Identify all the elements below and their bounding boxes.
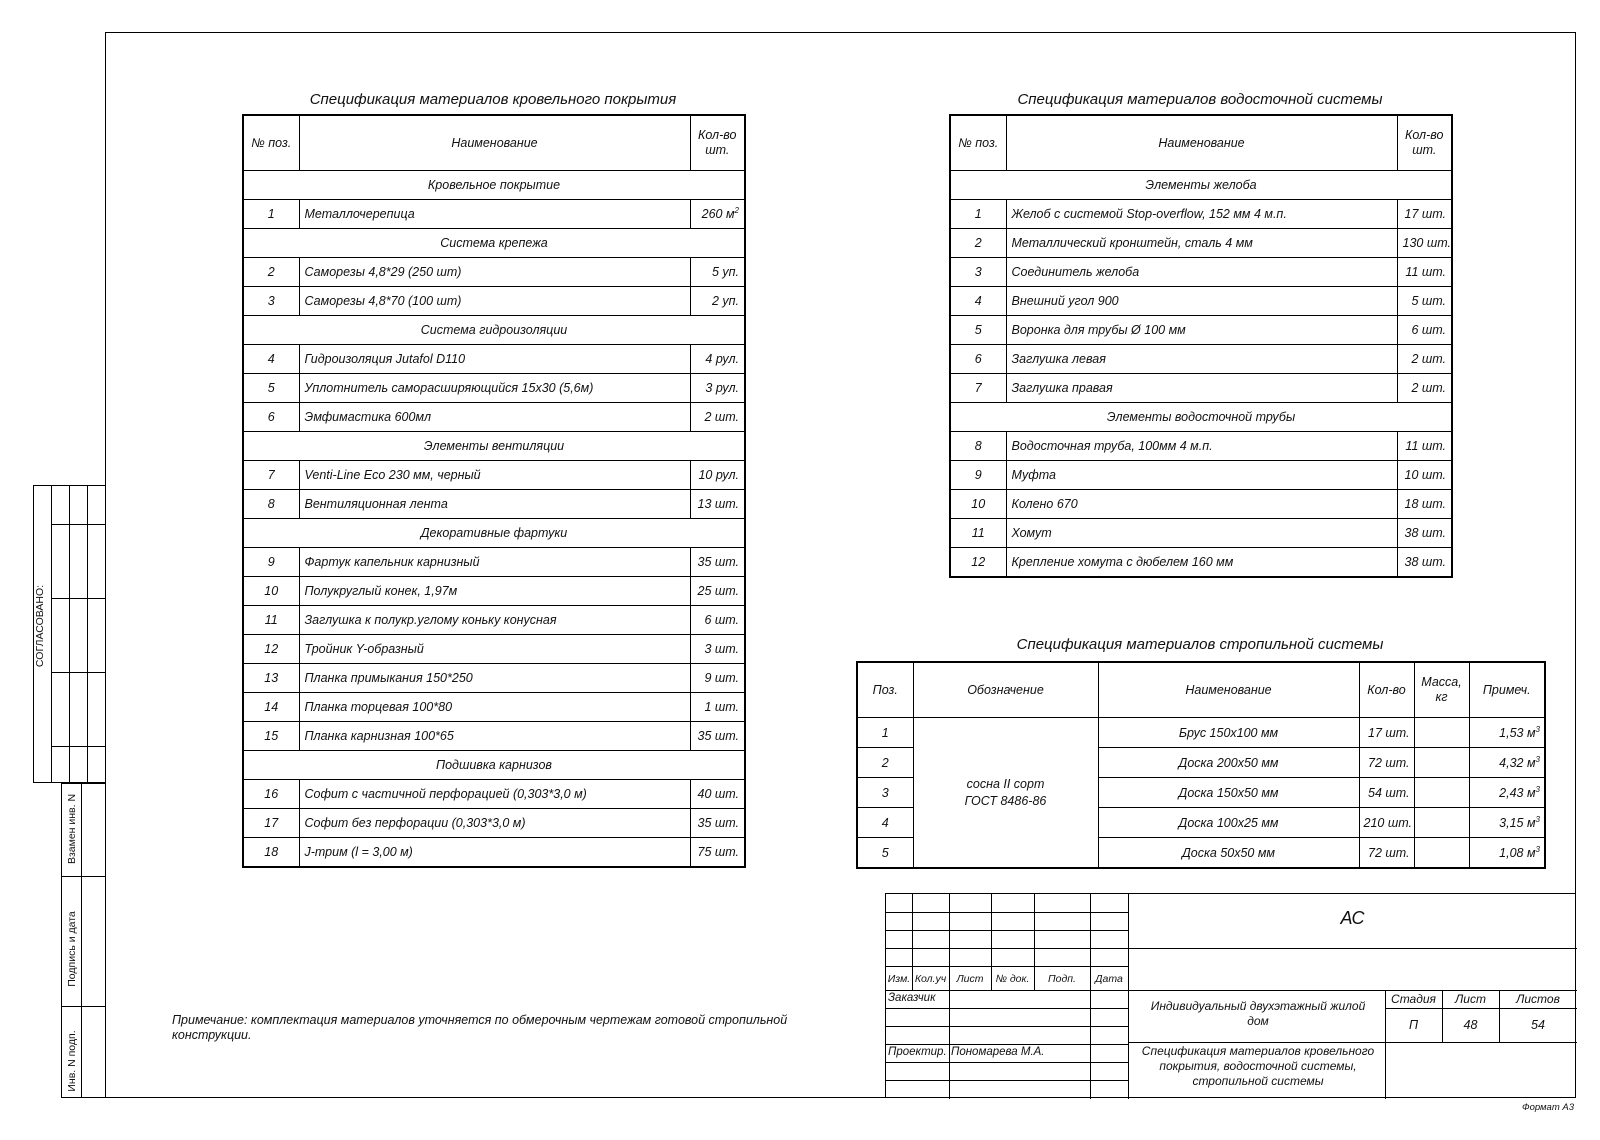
column-header: № поз. (950, 115, 1006, 171)
qty-value: 4 рул. (705, 352, 739, 366)
name-cell: Уплотнитель саморасширяющийся 15х30 (5,6м) (299, 374, 690, 403)
qty-value: 35 шт. (697, 729, 739, 743)
table-row (243, 577, 745, 606)
qty-value: 40 шт. (697, 787, 739, 801)
column-header: Наименование (1098, 662, 1359, 718)
qty-value: 6 шт. (1411, 323, 1446, 337)
table-header-row (950, 115, 1452, 171)
note-cell (1469, 718, 1545, 748)
name-cell: Крепление хомута с дюбелем 160 мм (1006, 548, 1397, 578)
qty-cell (1397, 287, 1452, 316)
mass-cell (1414, 838, 1469, 869)
format-label: Формат А3 (1522, 1102, 1574, 1113)
pos-cell: 1 (243, 200, 299, 229)
section-row (243, 519, 745, 548)
qty-value: 11 шт. (1405, 265, 1446, 279)
name-cell: Полукруглый конек, 1,97м (299, 577, 690, 606)
qty-cell (690, 345, 745, 374)
mass-cell (1414, 718, 1469, 748)
name-cell: Фартук капельник карнизный (299, 548, 690, 577)
qty-value: 3 шт. (704, 642, 739, 656)
qty-value: 25 шт. (697, 584, 739, 598)
unit-exponent: 2 (734, 206, 739, 216)
qty-cell (690, 461, 745, 490)
pos-cell: 12 (243, 635, 299, 664)
qty-cell (1397, 461, 1452, 490)
qty-cell (690, 258, 745, 287)
stamp-column-header: Подп. (1048, 973, 1076, 985)
name-cell: Доска 150х50 мм (1098, 778, 1359, 808)
column-header: Масса, кг (1414, 662, 1469, 718)
note-cell (1469, 808, 1545, 838)
name-cell: Планка торцевая 100*80 (299, 693, 690, 722)
sheet-value: 48 (1463, 1018, 1478, 1032)
section-title: Элементы желоба (950, 171, 1452, 200)
pos-cell: 10 (950, 490, 1006, 519)
name-cell: Колено 670 (1006, 490, 1397, 519)
qty-cell (1397, 316, 1452, 345)
section-title: Кровельное покрытие (243, 171, 745, 200)
rafter-spec-title: Спецификация материалов стропильной системы (1016, 636, 1384, 653)
name-cell: J-трим (l = 3,00 м) (299, 838, 690, 868)
qty-value: 17 шт. (1404, 207, 1446, 221)
table-row (950, 461, 1452, 490)
agreed-label: СОГЛАСОВАНО: (34, 584, 46, 668)
name-cell: Брус 150х100 мм (1098, 718, 1359, 748)
pos-cell: 9 (950, 461, 1006, 490)
qty-cell (690, 577, 745, 606)
pos-cell: 14 (243, 693, 299, 722)
mass-cell (1414, 748, 1469, 778)
unit-exponent: 3 (1535, 724, 1540, 734)
stage-label: Стадия (1391, 992, 1436, 1006)
qty-cell (690, 664, 745, 693)
pos-cell: 17 (243, 809, 299, 838)
qty-cell (690, 200, 745, 229)
designer-label: Проектир. (888, 1046, 947, 1058)
name-cell: Вентиляционная лента (299, 490, 690, 519)
qty-value: 35 шт. (697, 816, 739, 830)
qty-value: 38 шт. (1404, 526, 1446, 540)
table-row (950, 548, 1452, 578)
section-row (243, 316, 745, 345)
unit-exponent: 3 (1535, 844, 1540, 854)
qty-cell: 210 шт. (1359, 808, 1414, 838)
section-title: Система крепежа (243, 229, 745, 258)
pos-cell: 7 (950, 374, 1006, 403)
qty-cell (690, 548, 745, 577)
customer-label: Заказчик (888, 992, 936, 1004)
table-row (243, 461, 745, 490)
note-value: 1,08 м (1499, 846, 1536, 861)
name-cell: Металлочерепица (299, 200, 690, 229)
pos-cell: 5 (243, 374, 299, 403)
qty-value: 3 рул. (705, 381, 739, 395)
rafter-spec-table (856, 661, 1546, 869)
qty-cell (1397, 548, 1452, 578)
pos-cell: 4 (857, 808, 913, 838)
pos-cell: 6 (950, 345, 1006, 374)
pos-cell: 8 (950, 432, 1006, 461)
note-value: 4,32 м (1499, 756, 1536, 771)
roofing-spec-table (242, 114, 746, 868)
designation-cell (913, 718, 1098, 869)
qty-value: 5 шт. (1411, 294, 1446, 308)
qty-cell (690, 374, 745, 403)
qty-cell (1397, 258, 1452, 287)
pos-cell: 4 (950, 287, 1006, 316)
pos-cell: 16 (243, 780, 299, 809)
table-row (243, 664, 745, 693)
note-value: 3,15 м (1499, 816, 1536, 831)
pos-cell: 7 (243, 461, 299, 490)
name-cell: Доска 100х25 мм (1098, 808, 1359, 838)
name-cell: Металлический кронштейн, сталь 4 мм (1006, 229, 1397, 258)
qty-cell (1397, 490, 1452, 519)
qty-value: 10 шт. (1404, 468, 1446, 482)
pos-cell: 3 (950, 258, 1006, 287)
pos-cell: 9 (243, 548, 299, 577)
qty-cell: 72 шт. (1359, 838, 1414, 869)
qty-cell (690, 809, 745, 838)
stamp-column-header: Кол.уч (914, 973, 947, 985)
name-cell: Доска 50х50 мм (1098, 838, 1359, 869)
pos-cell: 11 (950, 519, 1006, 548)
qty-value: 10 рул. (698, 468, 739, 482)
table-row (243, 345, 745, 374)
qty-cell (1397, 432, 1452, 461)
qty-value: 35 шт. (697, 555, 739, 569)
pos-cell: 15 (243, 722, 299, 751)
object-name: Индивидуальный двухэтажный жилой дом (1150, 999, 1366, 1028)
note-cell (1469, 778, 1545, 808)
name-cell: Заглушка к полукр.углому коньку конусная (299, 606, 690, 635)
qty-cell (690, 722, 745, 751)
stamp-column-header: Дата (1095, 973, 1123, 985)
qty-cell: 54 шт. (1359, 778, 1414, 808)
mass-cell (1414, 778, 1469, 808)
roofing-spec-title: Спецификация материалов кровельного покрытия (309, 91, 677, 108)
table-row (950, 432, 1452, 461)
name-cell: Софит с частичной перфорацией (0,303*3,0 м) (299, 780, 690, 809)
table-row (950, 229, 1452, 258)
qty-cell (1397, 374, 1452, 403)
column-header: Примеч. (1469, 662, 1545, 718)
qty-cell (1397, 345, 1452, 374)
table-row (243, 200, 745, 229)
title-block (885, 893, 1576, 1098)
qty-value: 13 шт. (697, 497, 739, 511)
note-cell (1469, 748, 1545, 778)
section-row (243, 432, 745, 461)
qty-cell (1397, 200, 1452, 229)
name-cell: Соединитель желоба (1006, 258, 1397, 287)
section-title: Элементы вентиляции (243, 432, 745, 461)
sheets-value: 54 (1531, 1018, 1545, 1032)
pos-cell: 1 (857, 718, 913, 748)
inv-orig-label: Инв. N подп. (66, 1030, 78, 1092)
sign-date-label: Подпись и дата (66, 911, 78, 987)
mass-cell (1414, 808, 1469, 838)
qty-cell (690, 693, 745, 722)
project-code: АС (1340, 908, 1365, 928)
column-header: Поз. (857, 662, 913, 718)
pos-cell: 5 (950, 316, 1006, 345)
pos-cell: 6 (243, 403, 299, 432)
drainage-spec-title: Спецификация материалов водосточной системы (1017, 91, 1383, 108)
qty-value: 130 шт. (1402, 236, 1451, 250)
drawing-title: Спецификация материалов кровельного покрытия, водосточной системы, стропильной системы (1141, 1044, 1375, 1088)
name-cell: Хомут (1006, 519, 1397, 548)
table-row (950, 519, 1452, 548)
unit-exponent: 3 (1535, 784, 1540, 794)
note-value: 2,43 м (1499, 786, 1536, 801)
table-row (243, 548, 745, 577)
qty-value: 2 шт. (1411, 352, 1446, 366)
name-cell: Желоб с системой Stop-overflow, 152 мм 4 м.п. (1006, 200, 1397, 229)
qty-value: 2 уп. (711, 294, 739, 308)
table-row (950, 287, 1452, 316)
pos-cell: 12 (950, 548, 1006, 578)
qty-cell (690, 838, 745, 868)
section-row (950, 403, 1452, 432)
name-cell: Тройник Y-образный (299, 635, 690, 664)
name-cell: Внешний угол 900 (1006, 287, 1397, 316)
name-cell: Планка примыкания 150*250 (299, 664, 690, 693)
table-row (857, 718, 1545, 748)
table-row (243, 374, 745, 403)
table-row (950, 316, 1452, 345)
replace-inv-label: Взамен инв. N (66, 793, 78, 865)
table-row (950, 258, 1452, 287)
stamp-column-header: Лист (956, 973, 984, 985)
name-cell: Заглушка правая (1006, 374, 1397, 403)
table-row (243, 287, 745, 316)
qty-value: 18 шт. (1404, 497, 1446, 511)
qty-value: 9 шт. (704, 671, 739, 685)
designer-name: Пономарева М.А. (951, 1046, 1045, 1058)
column-header: Кол-во шт. (1397, 115, 1452, 171)
table-row (243, 635, 745, 664)
column-header: Кол-во (1359, 662, 1414, 718)
qty-cell (690, 606, 745, 635)
unit-exponent: 3 (1535, 814, 1540, 824)
section-title: Система гидроизоляции (243, 316, 745, 345)
section-title: Элементы водосточной трубы (950, 403, 1452, 432)
column-header: Кол-во шт. (690, 115, 745, 171)
column-header: Наименование (299, 115, 690, 171)
unit-exponent: 3 (1535, 754, 1540, 764)
stamp-column-header: № док. (995, 973, 1030, 985)
pos-cell: 13 (243, 664, 299, 693)
name-cell: Саморезы 4,8*29 (250 шт) (299, 258, 690, 287)
table-row (243, 606, 745, 635)
qty-value: 11 шт. (1405, 439, 1446, 453)
pos-cell: 18 (243, 838, 299, 868)
name-cell: Venti-Line Eco 230 мм, черный (299, 461, 690, 490)
qty-value: 5 уп. (711, 265, 739, 279)
table-header-row (243, 115, 745, 171)
note-value: 1,53 м (1499, 726, 1536, 741)
qty-cell: 17 шт. (1359, 718, 1414, 748)
table-row (243, 780, 745, 809)
qty-value: 75 шт. (697, 845, 739, 859)
note-cell (1469, 838, 1545, 869)
table-row (243, 403, 745, 432)
qty-value: 2 шт. (1411, 381, 1446, 395)
qty-cell (690, 287, 745, 316)
section-row (243, 171, 745, 200)
table-header-row (857, 662, 1545, 718)
table-row (243, 722, 745, 751)
pos-cell: 4 (243, 345, 299, 374)
table-row (243, 490, 745, 519)
section-row (950, 171, 1452, 200)
name-cell: Муфта (1006, 461, 1397, 490)
qty-value: 6 шт. (704, 613, 739, 627)
pos-cell: 8 (243, 490, 299, 519)
name-cell: Водосточная труба, 100мм 4 м.п. (1006, 432, 1397, 461)
sheets-label: Листов (1516, 992, 1560, 1006)
pos-cell: 2 (950, 229, 1006, 258)
section-row (243, 751, 745, 780)
name-cell: Планка карнизная 100*65 (299, 722, 690, 751)
pos-cell: 3 (243, 287, 299, 316)
table-row (950, 200, 1452, 229)
pos-cell: 11 (243, 606, 299, 635)
pos-cell: 3 (857, 778, 913, 808)
stage-value: П (1408, 1018, 1419, 1032)
name-cell: Доска 200х50 мм (1098, 748, 1359, 778)
section-title: Подшивка карнизов (243, 751, 745, 780)
qty-value: 2 шт. (704, 410, 739, 424)
table-row (243, 693, 745, 722)
pos-cell: 1 (950, 200, 1006, 229)
table-row (243, 838, 745, 868)
qty-cell: 72 шт. (1359, 748, 1414, 778)
table-row (243, 258, 745, 287)
table-row (950, 490, 1452, 519)
table-row (950, 345, 1452, 374)
qty-value: 1 шт. (704, 700, 739, 714)
qty-value: 38 шт. (1404, 555, 1446, 569)
designation-line: сосна II сорт (966, 776, 1045, 791)
qty-cell (690, 403, 745, 432)
pos-cell: 5 (857, 838, 913, 869)
table-row (950, 374, 1452, 403)
sheet-label: Лист (1455, 992, 1486, 1006)
column-header: № поз. (243, 115, 299, 171)
column-header: Наименование (1006, 115, 1397, 171)
section-title: Декоративные фартуки (243, 519, 745, 548)
name-cell: Софит без перфорации (0,303*3,0 м) (299, 809, 690, 838)
pos-cell: 2 (243, 258, 299, 287)
pos-cell: 10 (243, 577, 299, 606)
stamp-column-header: Изм. (887, 973, 911, 985)
qty-cell (690, 635, 745, 664)
footnote: Примечание: комплектация материалов уточняется по обмерочным чертежам готовой стропильной конструкции. (172, 1013, 788, 1042)
qty-cell (1397, 229, 1452, 258)
table-row (243, 809, 745, 838)
name-cell: Саморезы 4,8*70 (100 шт) (299, 287, 690, 316)
name-cell: Гидроизоляция Jutafol D110 (299, 345, 690, 374)
name-cell: Воронка для трубы Ø 100 мм (1006, 316, 1397, 345)
name-cell: Заглушка левая (1006, 345, 1397, 374)
qty-cell (690, 490, 745, 519)
column-header: Обозначение (913, 662, 1098, 718)
qty-value: 260 м (701, 207, 735, 222)
designation-line: ГОСТ 8486-86 (964, 793, 1047, 808)
drainage-spec-table (949, 114, 1453, 578)
qty-cell (1397, 519, 1452, 548)
name-cell: Эмфимастика 600мл (299, 403, 690, 432)
qty-cell (690, 780, 745, 809)
pos-cell: 2 (857, 748, 913, 778)
section-row (243, 229, 745, 258)
